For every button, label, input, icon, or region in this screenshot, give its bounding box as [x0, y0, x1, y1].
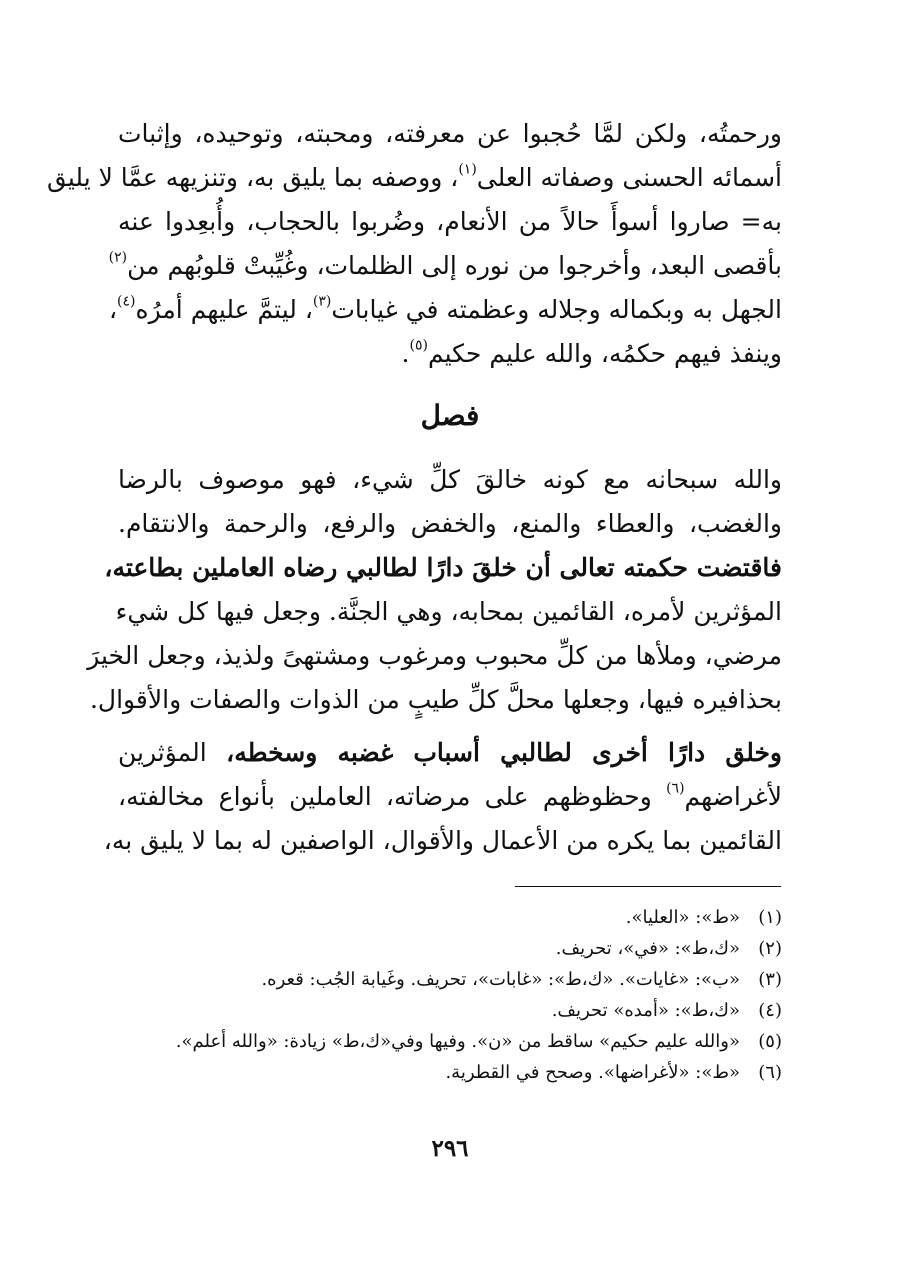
footnote-text: «ب»: «غايات». «ك،ط»: «غابات»، تحريف. وغَيابة الجُب: قعره. [261, 969, 740, 990]
footnote [100, 933, 782, 964]
footnotes [100, 902, 782, 1088]
text-line: والله سبحانه مع كونه خالقَ كلِّ شيء، فهو موصوف بالرضا [118, 465, 782, 494]
text-line: المؤثرين لأمره، القائمين بمحابه، وهي الجنَّة. وجعل فيها كل شيء [115, 597, 782, 626]
footnote-number: (٣) [758, 969, 782, 990]
paragraph-1 [47, 112, 782, 376]
footnote-text: «ط»: «لأغراضها». وصحح في القطرية. [445, 1062, 740, 1083]
footnote [100, 995, 782, 1026]
text-line: وينفذ فيهم حكمُه، والله عليم حكيم$^{(٥)}$. [401, 337, 782, 368]
text-line: ورحمتُه، ولكن لمَّا حُجبوا عن معرفته، ومحبته، وتوحيده، وإثبات [118, 119, 782, 148]
footnote [100, 1026, 782, 1057]
text-line: به= صاروا أسوأَ حالاً من الأنعام، وضُربوا بالحجاب، وأُبعِدوا عنه [118, 207, 782, 236]
footnote-ref: (٥) [409, 337, 428, 354]
footnote-text: «ك،ط»: «أمده» تحريف. [551, 1000, 740, 1021]
footnote-number: (٥) [758, 1031, 782, 1052]
paragraph-2 [87, 458, 782, 722]
footnote-text: «والله عليم حكيم» ساقط من «ن». وفيها وفي«ك،ط» زيادة: «والله أعلم». [175, 1031, 740, 1052]
section-heading: فصل [420, 399, 480, 432]
footnote [100, 902, 782, 933]
text-line: لأغراضهم$^{(٦)}$ وحظوظهم على مرضاته، العاملين بأنواع مخالفته، [118, 780, 782, 811]
text-line: الجهل به وبكماله وجلاله وعظمته في غيابات$^{(٣)}$، ليتمَّ عليهم أمرُه$^{(٤)}$، [108, 293, 782, 324]
footnote-number: (٦) [758, 1062, 782, 1083]
footnote-ref: (٤) [117, 293, 136, 310]
text-line: أسمائه الحسنى وصفاته العلى$^{(١)}$، ووصفه بما يليق به، وتنزيهه عمَّا لا يليق [47, 161, 782, 192]
footnote-number: (٢) [758, 938, 782, 959]
page-number: ٢٩٦ [431, 1135, 469, 1162]
footnote-text: «ط»: «العليا». [625, 907, 740, 928]
text-line: القائمين بما يكره من الأعمال والأقوال، الواصفين له بما لا يليق به، [103, 826, 782, 855]
footnote [100, 1057, 782, 1088]
text-line: والغضب، والعطاء والمنع، والخفض والرفع، والرحمة والانتقام. [118, 509, 782, 538]
footnote-ref: (٣) [312, 293, 332, 310]
footnote-separator [515, 886, 781, 887]
text-line: بحذافيره فيها، وجعلها محلَّ كلِّ طيبٍ من الذوات والصفات والأقوال. [89, 685, 782, 714]
text-line: وخلق دارًا أخرى لطالبي أسباب غضبه وسخطه، المؤثرين [118, 738, 783, 767]
footnote-ref: (٢) [108, 249, 128, 266]
footnote-ref: (١) [458, 161, 477, 178]
footnote-text: «ك،ط»: «في»، تحريف. [555, 938, 740, 959]
text-line: فاقتضت حكمته تعالى أن خلقَ دارًا لطالبي رضاه العاملين بطاعته، [104, 553, 782, 582]
footnote [100, 964, 782, 995]
footnote-number: (٤) [758, 1000, 782, 1021]
footnote-number: (١) [758, 907, 782, 928]
paragraph-3 [103, 731, 783, 863]
text-line: مرضي، وملأها من كلِّ محبوب ومرغوب ومشتهىً ولذيذ، وجعل الخيرَ [87, 641, 782, 670]
text-line: بأقصى البعد، وأخرجوا من نوره إلى الظلمات، وغُيِّبتْ قلوبُهم من$^{(٢)}$ [108, 249, 782, 280]
footnote-ref: (٦) [666, 780, 685, 797]
